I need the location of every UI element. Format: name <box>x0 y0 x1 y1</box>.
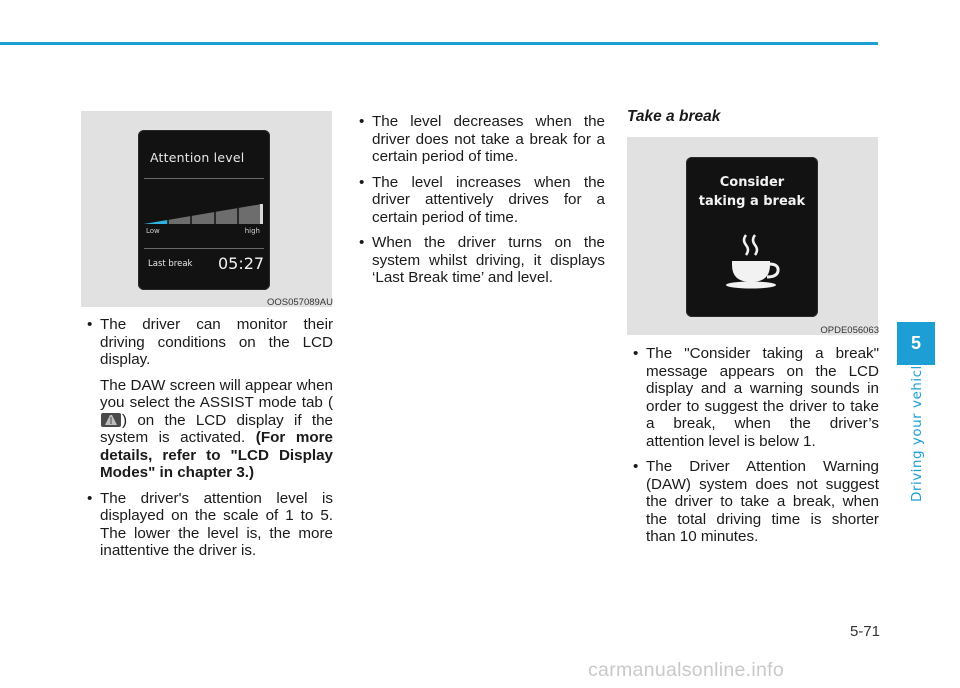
lcd-divider <box>144 178 264 179</box>
paragraph-text: ) on the LCD display if the system is activated. <box>100 411 333 446</box>
bullet-item: • The driver's attention level is displayed on the scale of 1 to 5. The lower the level is, the more inattentive the driver is. <box>81 490 333 560</box>
coffee-cup-icon <box>722 231 784 291</box>
gauge-fill <box>144 220 168 224</box>
assist-mode-icon <box>101 413 121 427</box>
bullet-item: • The Driver Attention Warning (DAW) system does not suggest the driver to take a break, when the total driving time is shorter than 10 minutes. <box>627 458 879 546</box>
text-column-2 <box>353 113 605 295</box>
gauge-end-cap <box>260 204 263 224</box>
last-break-time: 05:27 <box>218 254 265 273</box>
lcd-divider <box>144 248 264 249</box>
header-rule <box>0 42 878 45</box>
chapter-title <box>907 356 925 502</box>
attention-screen-title: Attention level <box>150 150 245 165</box>
break-lcd-screen <box>686 157 818 317</box>
break-message <box>686 173 818 211</box>
gauge-high-label: high <box>244 227 260 235</box>
break-message-line: taking a break <box>698 194 806 209</box>
gauge-background <box>144 204 262 224</box>
text-column-3 <box>627 345 879 554</box>
attention-lcd-screen <box>138 130 270 290</box>
bullet-item: • The driver can monitor their driving conditions on the LCD display. <box>81 316 333 369</box>
last-break-label: Last break <box>148 259 193 269</box>
break-message-line: Consider <box>719 175 785 190</box>
cross-reference: (For more details, refer to "LCD Display Modes" in chapter 3.) <box>100 429 333 481</box>
chapter-title-text: Driving your vehicle <box>909 356 925 502</box>
bullet-item: • When the driver turns on the system whilst driving, it displays ‘Last Break time’ and level. <box>353 234 605 287</box>
paragraph <box>81 377 333 482</box>
bullet-item: • The "Consider taking a break" message appears on the LCD display and a warning sounds in order to suggest the driver to take a break, when the driver’s attention level is below 1. <box>627 345 879 450</box>
attention-level-figure <box>81 111 332 307</box>
section-heading: Take a break <box>627 108 721 125</box>
bullet-item: • The level decreases when the driver does not take a break for a certain period of time. <box>353 113 605 166</box>
watermark: carmanualsonline.info <box>588 659 784 681</box>
figure-caption: OPDE056063 <box>820 325 879 336</box>
take-a-break-figure <box>627 137 878 335</box>
bullet-item: • The level increases when the driver attentively drives for a certain period of time. <box>353 174 605 227</box>
figure-caption: OOS057089AU <box>266 297 333 308</box>
page-number: 5-71 <box>849 623 880 640</box>
chapter-number-tab: 5 <box>897 322 935 365</box>
paragraph-text: The DAW screen will appear when you select the ASSIST mode tab ( <box>100 376 333 411</box>
text-column-1 <box>81 316 333 568</box>
attention-level-gauge <box>144 204 264 226</box>
gauge-low-label: Low <box>146 227 160 235</box>
